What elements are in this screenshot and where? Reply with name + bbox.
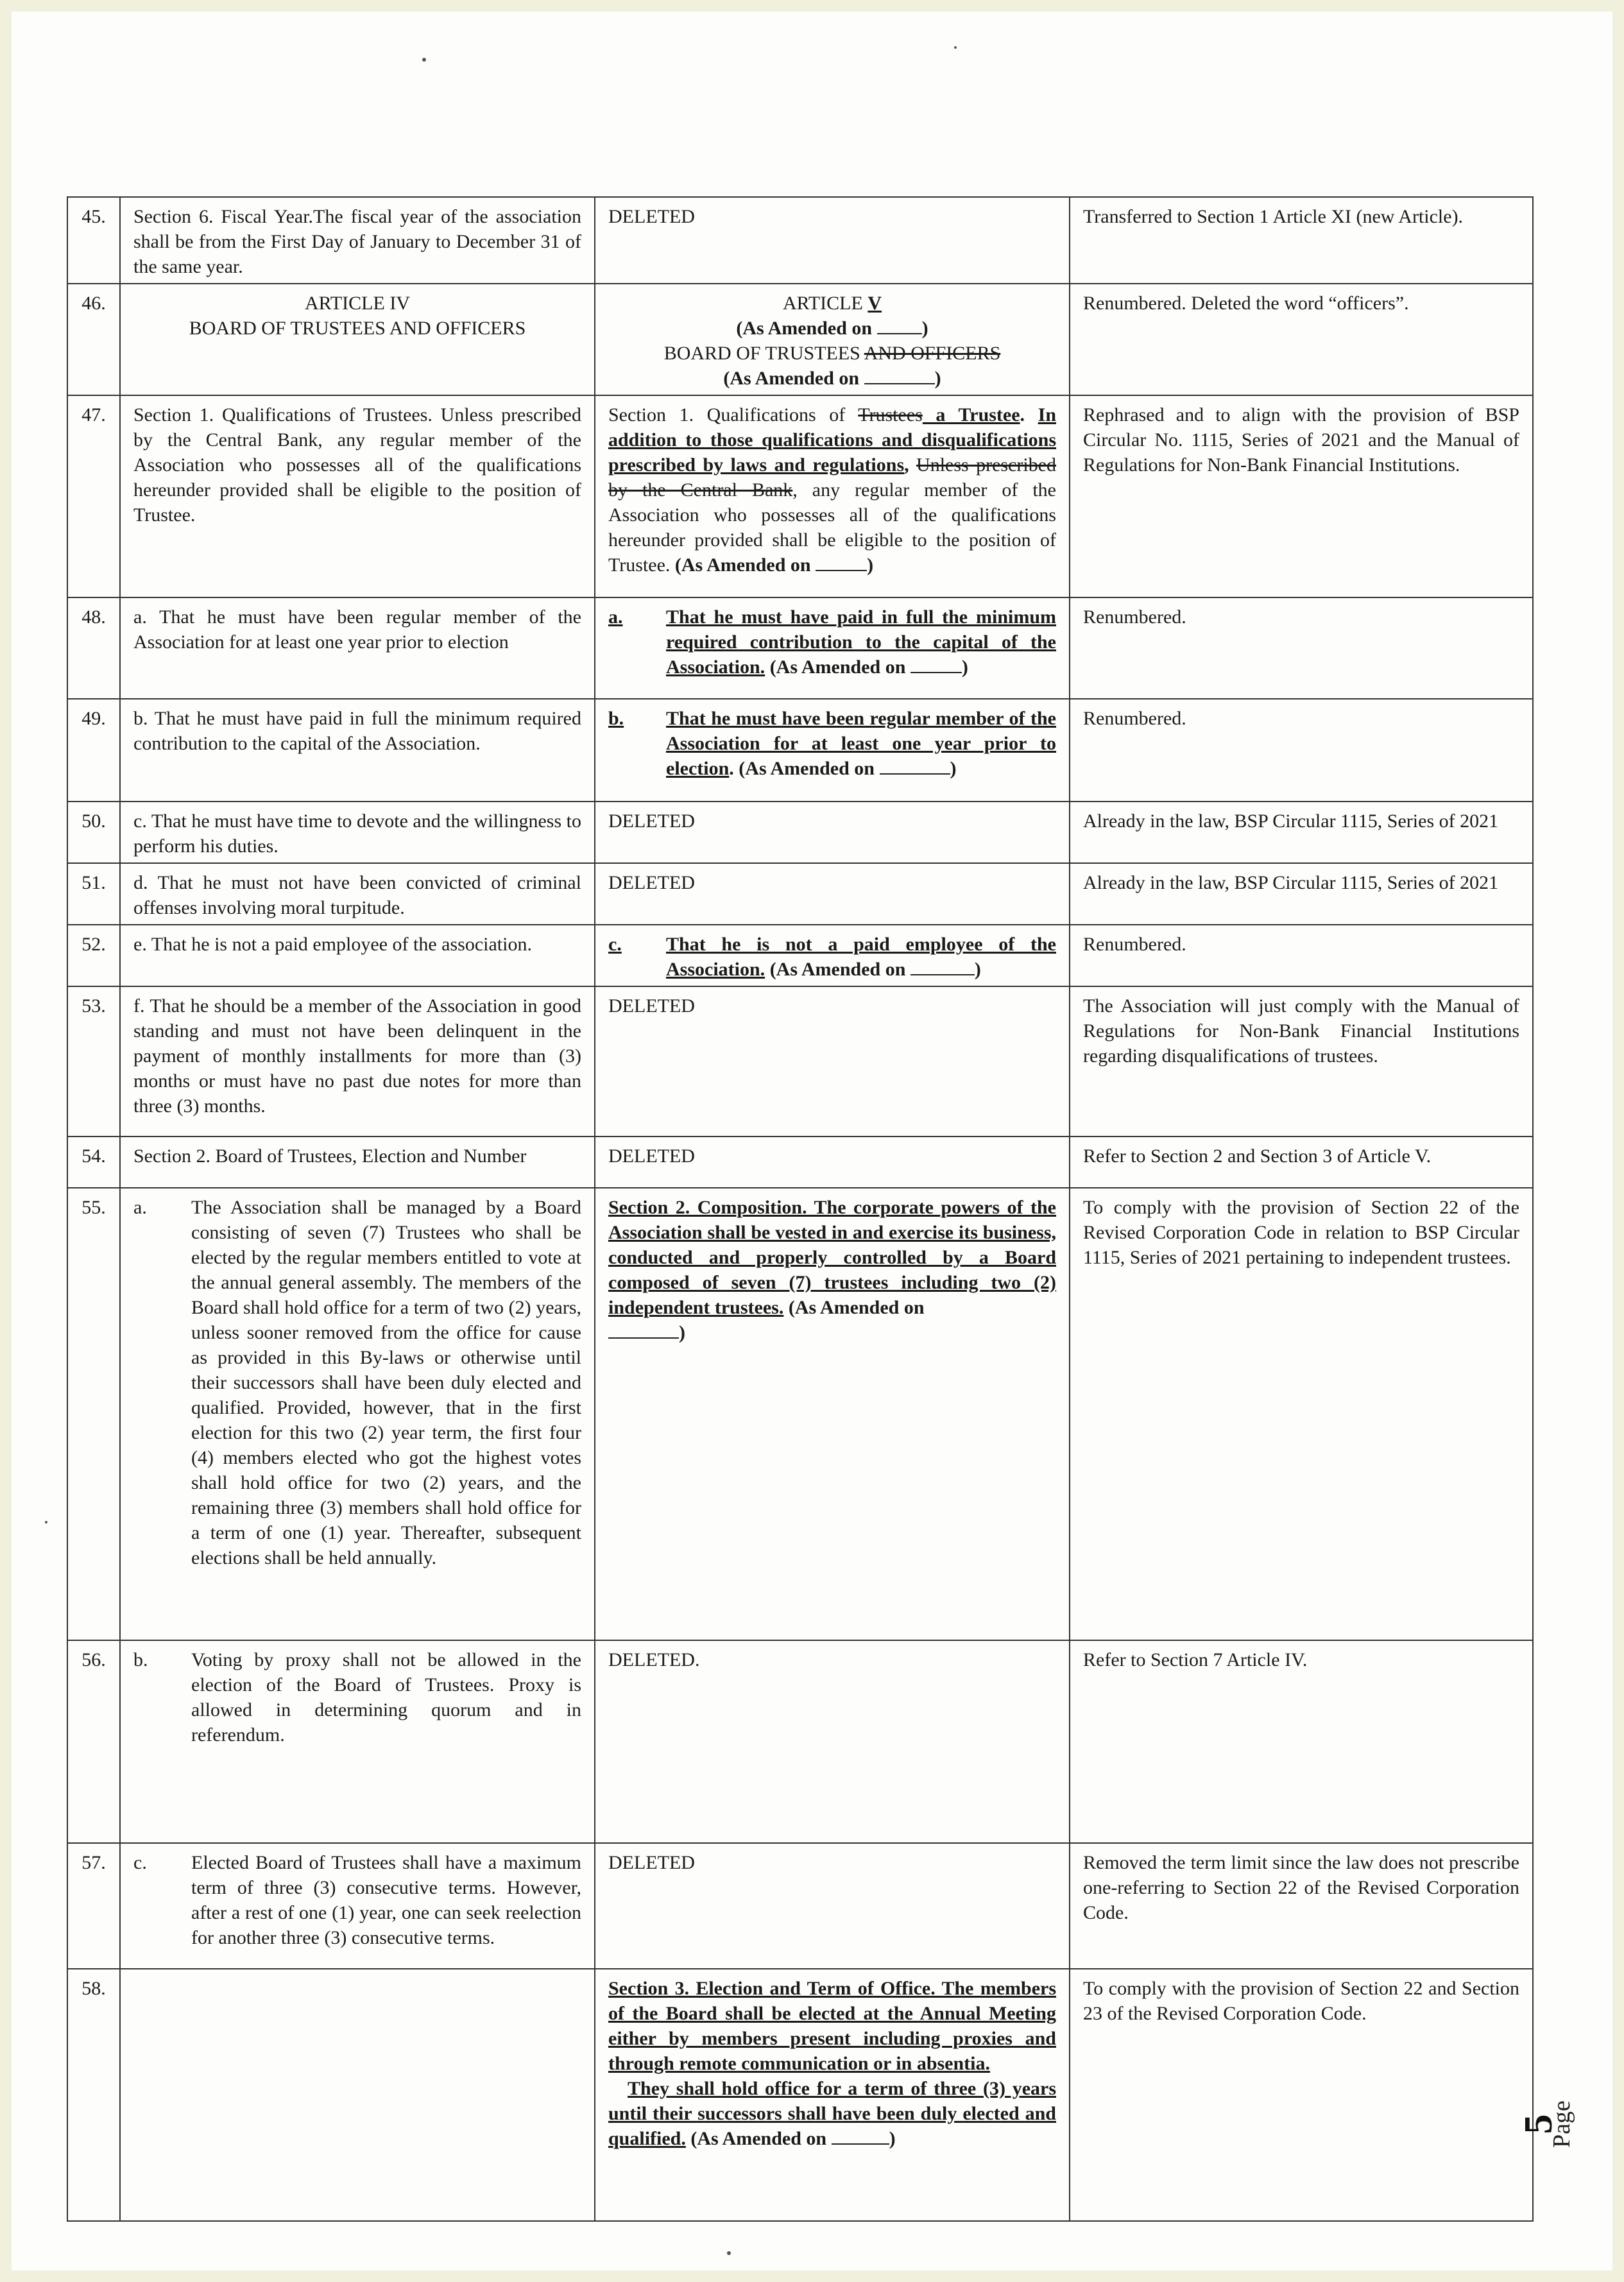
row-number: 55. [67, 1188, 120, 1640]
provision-text: , any regular member of the Association who possesses all of the qualifications hereunder provided shall be eligible to the position of Trustee. [608, 479, 1056, 576]
provision-text: That he must have time to devote and the willingness to perform his duties. [133, 811, 581, 857]
amendment-note: (As Amended on [690, 2128, 832, 2149]
amendment-note: (As Amended on [736, 318, 877, 339]
new-provision: b. That he must have been regular member of the Association for at least one year prior to election. (As Amended on ) [595, 699, 1070, 802]
row-number: 45. [67, 197, 120, 284]
row-number: 51. [67, 863, 120, 925]
table-row [67, 597, 1533, 699]
remarks: Already in the law, BSP Circular 1115, Series of 2021 [1070, 802, 1533, 863]
old-provision [120, 699, 595, 802]
table-row [67, 986, 1533, 1137]
amendment-note: (As Amended on [674, 554, 816, 576]
item-label: b. [608, 708, 624, 729]
row-number: 47. [67, 395, 120, 597]
amendment-note: (As Amended on [765, 959, 910, 980]
row-number: 52. [67, 925, 120, 986]
remarks: Renumbered. [1070, 597, 1533, 699]
item-label: c. [133, 811, 147, 832]
remarks: Renumbered. [1070, 699, 1533, 802]
new-provision: DELETED [595, 802, 1070, 863]
new-article-title: BOARD OF TRUSTEES [663, 343, 864, 364]
inserted-text: . [1020, 404, 1025, 425]
amendment-note: . (As Amended on [729, 758, 880, 779]
old-provision: Section 1. Qualifications of Trustees. Unless prescribed by the Central Bank, any regular member of the Association who possesses all of the qualifications hereunder provided shall be eligible to the position of Trustee. [120, 395, 595, 597]
item-label: b. [133, 708, 148, 729]
new-provision: c. That he is not a paid employee of the Association. (As Amended on ) [595, 925, 1070, 986]
old-provision [120, 925, 595, 986]
item-label: c. [608, 934, 622, 955]
row-number: 56. [67, 1640, 120, 1843]
amendment-note: (As Amended on [723, 368, 864, 389]
table-row [67, 1137, 1533, 1188]
new-provision: a. That he must have paid in full the minimum required contribution to the capital of the Association. (As Amended on ) [595, 597, 1070, 699]
new-article-number: V [868, 293, 882, 314]
page-number-value: 5 [1517, 2114, 1560, 2134]
provision-text: That he must have been regular member of the Association for at least one year prior to election [133, 606, 581, 653]
item-label: b. [133, 1649, 148, 1670]
provision-text: That he is not a paid employee of the association. [151, 934, 532, 955]
table-row [67, 197, 1533, 284]
remarks: Already in the law, BSP Circular 1115, Series of 2021 [1070, 863, 1533, 925]
row-number: 54. [67, 1137, 120, 1188]
page-number [1517, 2086, 1596, 2163]
amendment-note: (As Amended on [765, 656, 910, 678]
new-provision: DELETED [595, 1843, 1070, 1969]
old-provision [120, 1188, 595, 1640]
paper-speck [727, 2251, 731, 2255]
provision-text: That he must have paid in full the minimum required contribution to the capital of the Association. [133, 708, 581, 754]
paper-speck [954, 46, 957, 49]
old-provision [120, 1969, 595, 2221]
inserted-text: Section 3. Election and Term of Office. The members of the Board shall be elected at the Annual Meeting either by members present including proxies and through remote communication or in absentia. [608, 1978, 1056, 2074]
row-number: 46. [67, 284, 120, 395]
table-row [67, 395, 1533, 597]
inserted-text: That he is not a paid employee of the Association. [666, 934, 1056, 980]
struck-text: Trustees [858, 404, 923, 425]
item-label: c. [133, 1852, 147, 1873]
remarks: To comply with the provision of Section 22 and Section 23 of the Revised Corporation Code. [1070, 1969, 1533, 2221]
item-label: a. [133, 606, 147, 628]
row-number: 49. [67, 699, 120, 802]
struck-text: AND OFFICERS [864, 343, 1001, 364]
remarks: Renumbered. [1070, 925, 1533, 986]
remarks: To comply with the provision of Section 22 of the Revised Corporation Code in relation to BSP Circular 1115, Series of 2021 pertaining to independent trustees. [1070, 1188, 1533, 1640]
inserted-text: Section 2. Composition. The corporate powers of the Association shall be vested in and exercise its business, conducted and properly controlled by a Board composed of seven (7) trustees including two (2) independent trustees. [608, 1197, 1056, 1318]
item-label: e. [133, 934, 147, 955]
row-number: 58. [67, 1969, 120, 2221]
inserted-text: They shall hold office for a term of three (3) years until their successors shall have been duly elected and qualified. [608, 2078, 1056, 2149]
item-label: f. [133, 995, 145, 1017]
remarks: Removed the term limit since the law does not prescribe one-referring to Section 22 of the Revised Corporation Code. [1070, 1843, 1533, 1969]
paper-speck [422, 58, 426, 62]
table-row [67, 1969, 1533, 2221]
item-label: a. [133, 1197, 147, 1218]
old-article-heading: ARTICLE IV [304, 293, 410, 314]
table-row [67, 284, 1533, 395]
inserted-text: That he must have paid in full the minimum required contribution to the capital of the Association. [666, 606, 1056, 678]
inserted-text: , [904, 454, 909, 476]
remarks: Refer to Section 2 and Section 3 of Article V. [1070, 1137, 1533, 1188]
table-row [67, 863, 1533, 925]
row-number: 57. [67, 1843, 120, 1969]
provision-text: Voting by proxy shall not be allowed in the election of the Board of Trustees. Proxy is allowed in determining quorum and in referendum. [191, 1649, 581, 1746]
new-article-heading: ARTICLE [782, 293, 868, 314]
old-provision [120, 1843, 595, 1969]
row-number: 48. [67, 597, 120, 699]
new-provision: DELETED [595, 197, 1070, 284]
new-provision: Section 2. Composition. The corporate powers of the Association shall be vested in and exercise its business, conducted and properly controlled by a Board composed of seven (7) trustees including two (2) independent trustees. (As Amended on ) [595, 1188, 1070, 1640]
provision-text: Elected Board of Trustees shall have a maximum term of three (3) consecutive terms. However, after a rest of one (1) year, one can seek reelection for another three (3) consecutive terms. [191, 1852, 581, 1948]
inserted-text: a Trustee [922, 404, 1020, 425]
old-provision [120, 986, 595, 1137]
table-row [67, 802, 1533, 863]
item-label: d. [133, 872, 148, 893]
old-provision [120, 597, 595, 699]
struck-text: Unless prescribed by the Central Bank [608, 454, 1057, 501]
table-row [67, 699, 1533, 802]
amendments-table [67, 196, 1534, 2222]
table-row [67, 1188, 1533, 1640]
table-row [67, 1640, 1533, 1843]
old-provision [120, 1640, 595, 1843]
old-provision [120, 863, 595, 925]
remarks: The Association will just comply with the Manual of Regulations for Non-Bank Financial Institutions regarding disqualifications of trustees. [1070, 986, 1533, 1137]
row-number: 50. [67, 802, 120, 863]
old-provision: Section 2. Board of Trustees, Election and Number [120, 1137, 595, 1188]
provision-text: That he must not have been convicted of criminal offenses involving moral turpitude. [133, 872, 581, 918]
row-number: 53. [67, 986, 120, 1137]
provision-text: The Association shall be managed by a Board consisting of seven (7) Trustees who shall be elected by the regular members entitled to vote at the annual general assembly. The members of the Board shall hold office for a term of two (2) years, unless sooner removed from the office for cause as provided in this By-laws or otherwise until their successors shall have been duly elected and qualified. Provided, however, that in the first election for this two (2) year term, the first four (4) members elected who got the highest votes shall hold office for two (2) years, and the remaining three (3) members shall hold office for a term of one (1) year. Thereafter, subsequent elections shall be held annually. [191, 1197, 581, 1568]
new-provision: DELETED [595, 863, 1070, 925]
paper-speck [45, 1521, 47, 1523]
old-provision: Section 6. Fiscal Year.The fiscal year of the association shall be from the First Day of January to December 31 of the same year. [120, 197, 595, 284]
new-provision: ARTICLE V (As Amended on ) BOARD OF TRUSTEES AND OFFICERS (As Amended on ) [595, 284, 1070, 395]
table-row [67, 1843, 1533, 1969]
remarks: Rephrased and to align with the provision of BSP Circular No. 1115, Series of 2021 and the Manual of Regulations for Non-Bank Financial Institutions. [1070, 395, 1533, 597]
new-provision: DELETED. [595, 1640, 1070, 1843]
table-row [67, 925, 1533, 986]
new-provision: Section 1. Qualifications of Trustees a Trustee. In addition to those qualifications and disqualifications prescribed by laws and regulations, Unless prescribed by the Central Bank, any regular member of the Association who possesses all of the qualifications hereunder provided shall be eligible to the position of Trustee. (As Amended on ) [595, 395, 1070, 597]
page-label: Page [1548, 2100, 1575, 2148]
amendment-note: (As Amended on [783, 1297, 925, 1318]
old-article-title: BOARD OF TRUSTEES AND OFFICERS [189, 318, 526, 339]
remarks: Transferred to Section 1 Article XI (new Article). [1070, 197, 1533, 284]
old-provision [120, 284, 595, 395]
remarks: Renumbered. Deleted the word “officers”. [1070, 284, 1533, 395]
new-provision: Section 3. Election and Term of Office. The members of the Board shall be elected at the Annual Meeting either by members present including proxies and through remote communication or in absentia. They shall hold office for a term of three (3) years until their successors shall have been duly elected and qualified. (As Amended on ) [595, 1969, 1070, 2221]
page-number-mark [1517, 2086, 1596, 2163]
new-provision: DELETED [595, 1137, 1070, 1188]
inserted-text: In addition to those qualifications and disqualifications prescribed by laws and regulations [608, 404, 1056, 476]
new-provision: DELETED [595, 986, 1070, 1137]
provision-text: That he should be a member of the Association in good standing and must not have been delinquent in the payment of monthly installments for more than (3) months or must have no past due notes for more than three (3) months. [133, 995, 581, 1117]
provision-text: Section 1. Qualifications of [608, 404, 859, 425]
remarks: Refer to Section 7 Article IV. [1070, 1640, 1533, 1843]
inserted-text: That he must have been regular member of the Association for at least one year prior to election [666, 708, 1056, 779]
item-label: a. [608, 606, 623, 628]
old-provision [120, 802, 595, 863]
